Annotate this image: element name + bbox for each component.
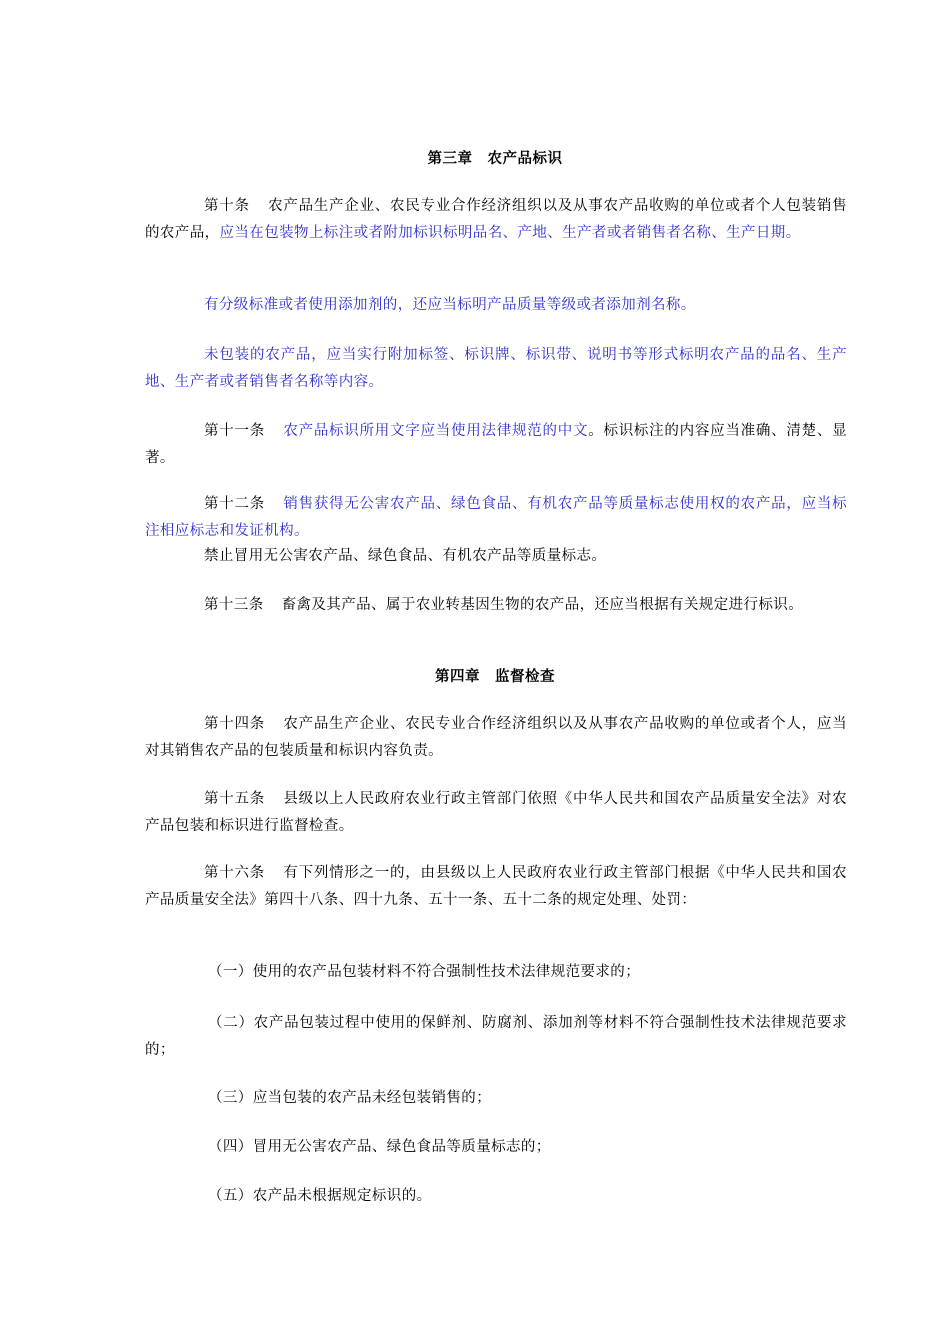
article-12-paragraph-2: 禁止冒用无公害农产品、绿色食品、有机农产品等质量标志。	[204, 548, 607, 564]
article-13	[145, 592, 847, 619]
chapter-4-title: 第四章 监督检查	[435, 669, 555, 685]
article-11-number: 第十一条	[204, 423, 265, 439]
article-10-paragraph-3: 未包装的农产品，应当实行附加标签、标识牌、标识带、说明书等形式标明农产品的品名、生产地、生产者或者销售者名称等内容。	[145, 347, 847, 390]
article-12-number: 第十二条	[204, 496, 265, 512]
article-10-text-blue: 应当在包装物上标注或者附加标识标明品名、产地、生产者或者销售者名称、生产日期。	[219, 225, 801, 241]
article-10-paragraph-1	[145, 193, 847, 247]
list-item: （五）农产品未根据规定标识的。	[208, 1188, 432, 1204]
article-10-number: 第十条	[204, 198, 250, 214]
article-14	[145, 711, 847, 765]
article-16-text: 有下列情形之一的，由县级以上人民政府农业行政主管部门根据《中华人民共和国农产品质量安全法》第四十八条、四十九条、五十一条、五十二条的规定处理、处罚：	[145, 865, 847, 908]
article-10-paragraph-2: 有分级标准或者使用添加剂的，还应当标明产品质量等级或者添加剂名称。	[204, 297, 696, 313]
article-15-text: 县级以上人民政府农业行政主管部门依照《中华人民共和国农产品质量安全法》对农产品包装和标识进行监督检查。	[145, 791, 847, 834]
list-item: （三）应当包装的农产品未经包装销售的；	[208, 1090, 492, 1106]
article-15	[145, 786, 847, 840]
article-10-text-black: 农产品生产企业、农民专业合作经济组织以及从事农产品收购的单位或者个人包装销售的农产品，	[145, 198, 847, 241]
article-14-text: 农产品生产企业、农民专业合作经济组织以及从事农产品收购的单位或者个人，应当对其销售农产品的包装质量和标识内容负责。	[145, 716, 847, 759]
article-14-number: 第十四条	[204, 716, 265, 732]
chapter-3-title: 第三章 农产品标识	[427, 151, 563, 167]
article-13-number: 第十三条	[204, 597, 264, 613]
article-12-text-blue: 销售获得无公害农产品、绿色食品、有机农产品等质量标志使用权的农产品，应当标注相应标志和发证机构。	[145, 496, 847, 539]
article-11-text-black: 。标识标注的内容应当准确、清楚、显著。	[145, 423, 847, 466]
article-11	[145, 418, 847, 472]
list-item: （二）农产品包装过程中使用的保鲜剂、防腐剂、添加剂等材料不符合强制性技术法律规范要求的；	[145, 1015, 847, 1058]
list-item: （一）使用的农产品包装材料不符合强制性技术法律规范要求的；	[208, 964, 641, 980]
article-11-text-blue: 农产品标识所用文字应当使用法律规范的中文	[282, 423, 589, 439]
list-item: （四）冒用无公害农产品、绿色食品等质量标志的；	[208, 1139, 551, 1155]
article-12-paragraph-1	[145, 491, 847, 545]
article-16	[145, 860, 847, 914]
article-15-number: 第十五条	[204, 791, 265, 807]
article-13-text: 畜禽及其产品、属于农业转基因生物的农产品，还应当根据有关规定进行标识。	[281, 597, 804, 613]
article-16-number: 第十六条	[204, 865, 265, 881]
